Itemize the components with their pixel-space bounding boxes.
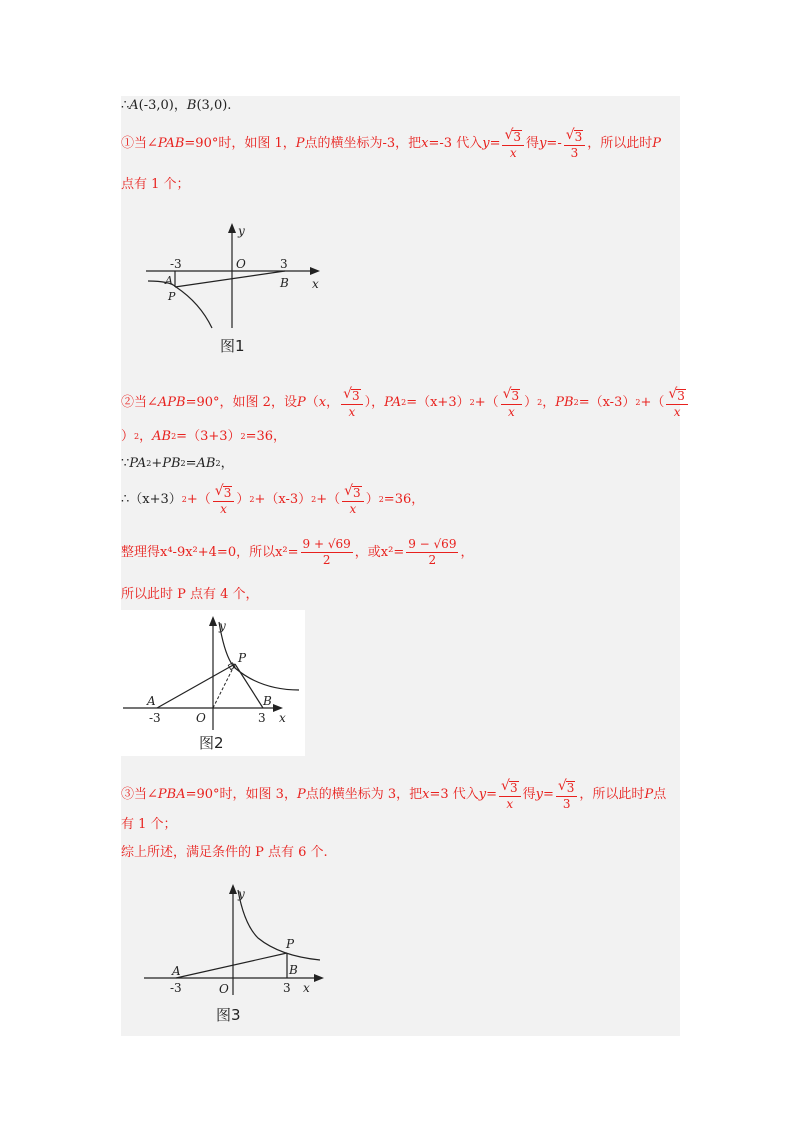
fraction-denominator: x [509,145,517,160]
case2-p: P [296,395,306,411]
case3-y2: y [535,787,543,803]
origin-label: O [219,982,229,996]
fraction-denominator: x [348,404,356,419]
case3-text1: 点的横坐标为 3，把 [305,787,423,803]
case3-fraction-sqrt3-over-x: √ 3 x [499,779,521,810]
case2-pb-plus: +（ [640,395,665,411]
case3-marker: ③当∠ [121,787,158,803]
sqrt-radicand: 3 [511,389,520,403]
sqrt-radicand: 3 [566,781,575,795]
case3-text5: ，所以此时 [579,787,645,803]
case3-text4: = [542,787,554,803]
point-a-label: A [129,98,139,113]
sqrt-radicand: 3 [353,486,361,500]
fraction-denominator: x [507,404,515,419]
because-eq: = [185,456,197,471]
case1-y: y [482,136,490,152]
x-label: x [279,711,286,725]
case3-text2: =3 代入 [429,787,479,803]
point-a: A [147,694,156,708]
point-p: P [286,937,295,951]
figure-3 [140,880,330,1030]
case2-pb-rest: =（x-3） [578,395,636,411]
case3-fraction-sqrt3-over-3: √ 3 3 [556,779,578,810]
x-axis-arrow-icon [314,974,324,982]
case3-angle-value: =90°时，如图 3， [185,787,297,803]
solve-x2: x²= [275,544,299,560]
segment-pb [175,271,285,287]
point-p: P [168,290,176,303]
case1-angle-value: =90°时，如图 1， [184,136,296,152]
origin-label: O [236,257,246,271]
y-axis-arrow-icon [228,223,236,233]
case1-text3: 得 [526,136,540,152]
case3-text6: 点 [653,787,667,803]
case2-pb: PB [555,395,574,411]
sqrt-radicand: 3 [352,389,360,403]
tick-3: 3 [280,257,288,271]
figure-caption: 图2 [199,734,224,752]
case2-pa-rest: =（x+3） [406,395,470,411]
because-end: ， [220,456,234,471]
figure-1 [140,218,330,360]
case2-pa: PA [384,395,402,411]
sqrt-radicand: 3 [513,130,522,144]
case2-x: x [318,395,327,411]
case3-eq: = [486,787,498,803]
case1-fraction-sqrt3-over-x: √ 3 x [502,128,524,159]
sqrt-radicand: 3 [574,130,583,144]
case2-frac1: √ 3 x [341,387,363,418]
therefore-plus3: +（ [316,492,341,508]
y-axis-arrow-icon [229,884,237,894]
therefore-line: ∴（x+3） 2 +（ √ 3 x ） 2 +（x-3） 2 +（ √ 3 x ） 2 =36， [121,483,425,516]
because-pa: PA [129,456,147,471]
because-symbol: ∵ [121,456,130,471]
case1-y2: y [539,136,547,152]
therefore-plus2: +（x-3） [254,492,312,508]
tick-3: 3 [258,711,266,725]
case1-fraction-sqrt3-over-3: √ 3 3 [564,128,586,159]
point-b-coord: (3,0). [196,98,232,113]
solve-end: ， [460,544,474,560]
tick-3: 3 [283,981,291,995]
solve-line [121,538,473,566]
case3-count: 有 1 个； [121,817,177,832]
point-p: P [238,651,247,665]
summary-text: 综上所述，满足条件的 P 点有 6 个. [121,845,328,860]
y-label: y [219,619,226,633]
y-axis-arrow-icon [209,616,217,626]
case1-marker: ①当∠ [121,136,158,152]
point-b: B [280,276,289,290]
point-a: A [172,964,181,978]
case2-count: 所以此时 P 点有 4 个， [121,587,259,602]
point-b: B [263,694,272,708]
case3-p2: P [644,787,654,803]
case1-count: 点有 1 个； [121,177,190,192]
y-label: y [238,224,245,238]
figure-caption: 图3 [216,1006,241,1024]
therefore-mid2: ） [365,492,379,508]
case1-eq: = [489,136,501,152]
tick-neg3: -3 [149,711,161,725]
case2-frac2: √ 3 x [501,387,523,418]
hyperbola-curve [219,622,299,690]
solve-frac2 [406,538,458,566]
x-label: x [312,277,319,291]
case2-angle-value: =90°，如图 2，设 [185,395,297,411]
segment-pb [235,664,263,708]
point-b-label: B [186,98,197,113]
case1-text4: =- [546,136,562,152]
solve-or: ，或 [354,544,381,560]
case1-x: x [421,136,429,152]
case2-line2a: ） [121,429,135,444]
solve-x2b: x²= [380,544,405,560]
therefore-mid: ） [236,492,250,508]
sqrt-radicand: 3 [677,389,685,403]
case3-line1 [121,779,666,810]
tick-neg3: -3 [170,257,182,271]
x-label: x [303,981,310,995]
therefore-symbol: ∴ [121,98,130,113]
case1-line2 [121,178,190,191]
case2-line2: ） 2 ， AB 2 =（3+3） 2 =36， [121,429,287,444]
case2-marker: ②当∠ [121,395,158,411]
case3-text3: 得 [522,787,536,803]
tick-neg3: -3 [170,981,182,995]
case2-close: ）， [364,395,385,411]
sqrt-radicand: 3 [509,781,518,795]
therefore-end: =36， [383,492,425,508]
case2-pa-plus: +（ [474,395,499,411]
fraction-denominator: x [349,501,357,516]
fraction-denominator: 2 [428,552,437,567]
solve-equation: x⁴-9x²+4=0，所以 [160,544,276,560]
because-ab: AB [196,456,216,471]
fraction-numerator: 9 + √69 [302,537,351,551]
therefore-plus: +（ [186,492,211,508]
figure-caption: 图1 [220,337,245,355]
case3-x: x [422,787,430,803]
figure-2 [121,610,305,756]
point-b: B [289,963,298,977]
case1-p: P [295,136,305,152]
case2-line1: ②当∠ APB =90°，如图 2，设 P （ x ， √ 3 x ）， PA 2 =（x+3） 2 +（ √ 3 x ） 2 ， PB 2 =（x-3） 2 +（ √ 3 x [121,387,690,418]
case3-line2 [121,818,177,831]
fraction-denominator: x [673,404,681,419]
hyperbola-curve [148,281,212,328]
fraction-denominator: 2 [322,552,331,567]
case3-angle: PBA [157,787,186,803]
summary-line [121,846,328,859]
segment-ap [157,664,235,708]
case1-line [121,128,661,159]
sqrt-radicand: 3 [223,486,232,500]
case2-line2-sep: ， [139,429,153,444]
hyperbola-curve [238,890,320,960]
case2-pa-close: ） [524,395,538,411]
therefore-frac1: √ 3 x [213,484,235,515]
because-line: ∵ PA 2 + PB 2 = AB 2 ， [121,456,234,471]
x-axis-arrow-icon [310,267,320,275]
case2-frac3: √ 3 x [666,387,688,418]
origin-label: O [196,711,206,725]
because-pb: PB [162,456,181,471]
therefore-frac2: √ 3 x [342,484,364,515]
segment-ap [176,953,287,978]
case1-text1: 点的横坐标为-3，把 [304,136,422,152]
therefore-expr: ∴（x+3） [121,492,182,508]
case2-count-line [121,588,259,601]
case1-p2: P [652,136,662,152]
fraction-numerator: 9 − √69 [408,537,457,551]
case2-angle: APB [157,395,186,411]
case2-ab: AB [152,429,172,444]
case1-text5: ，所以此时 [587,136,653,152]
case2-line2b: =（3+3） [176,429,241,444]
point-a-coord: (-3,0) [138,98,174,113]
point-a: A [165,274,173,287]
fraction-denominator: 3 [562,796,571,811]
case2-pb-sep: ， [542,395,556,411]
case1-angle: PAB [157,136,185,152]
case2-comma: ， [326,395,340,411]
case1-text2: =-3 代入 [428,136,483,152]
y-label: y [238,887,245,901]
fraction-denominator: 3 [570,145,579,160]
case2-line2c: =36， [245,429,287,444]
because-plus: + [151,456,163,471]
case3-p: P [296,787,306,803]
case3-y: y [478,787,487,803]
separator: ， [173,98,187,113]
fraction-denominator: x [220,501,227,516]
solve-frac1 [301,538,353,566]
fraction-denominator: x [506,796,514,811]
solve-prefix: 整理得 [121,544,161,560]
case2-open: （ [305,395,319,411]
coords-line [121,99,231,112]
